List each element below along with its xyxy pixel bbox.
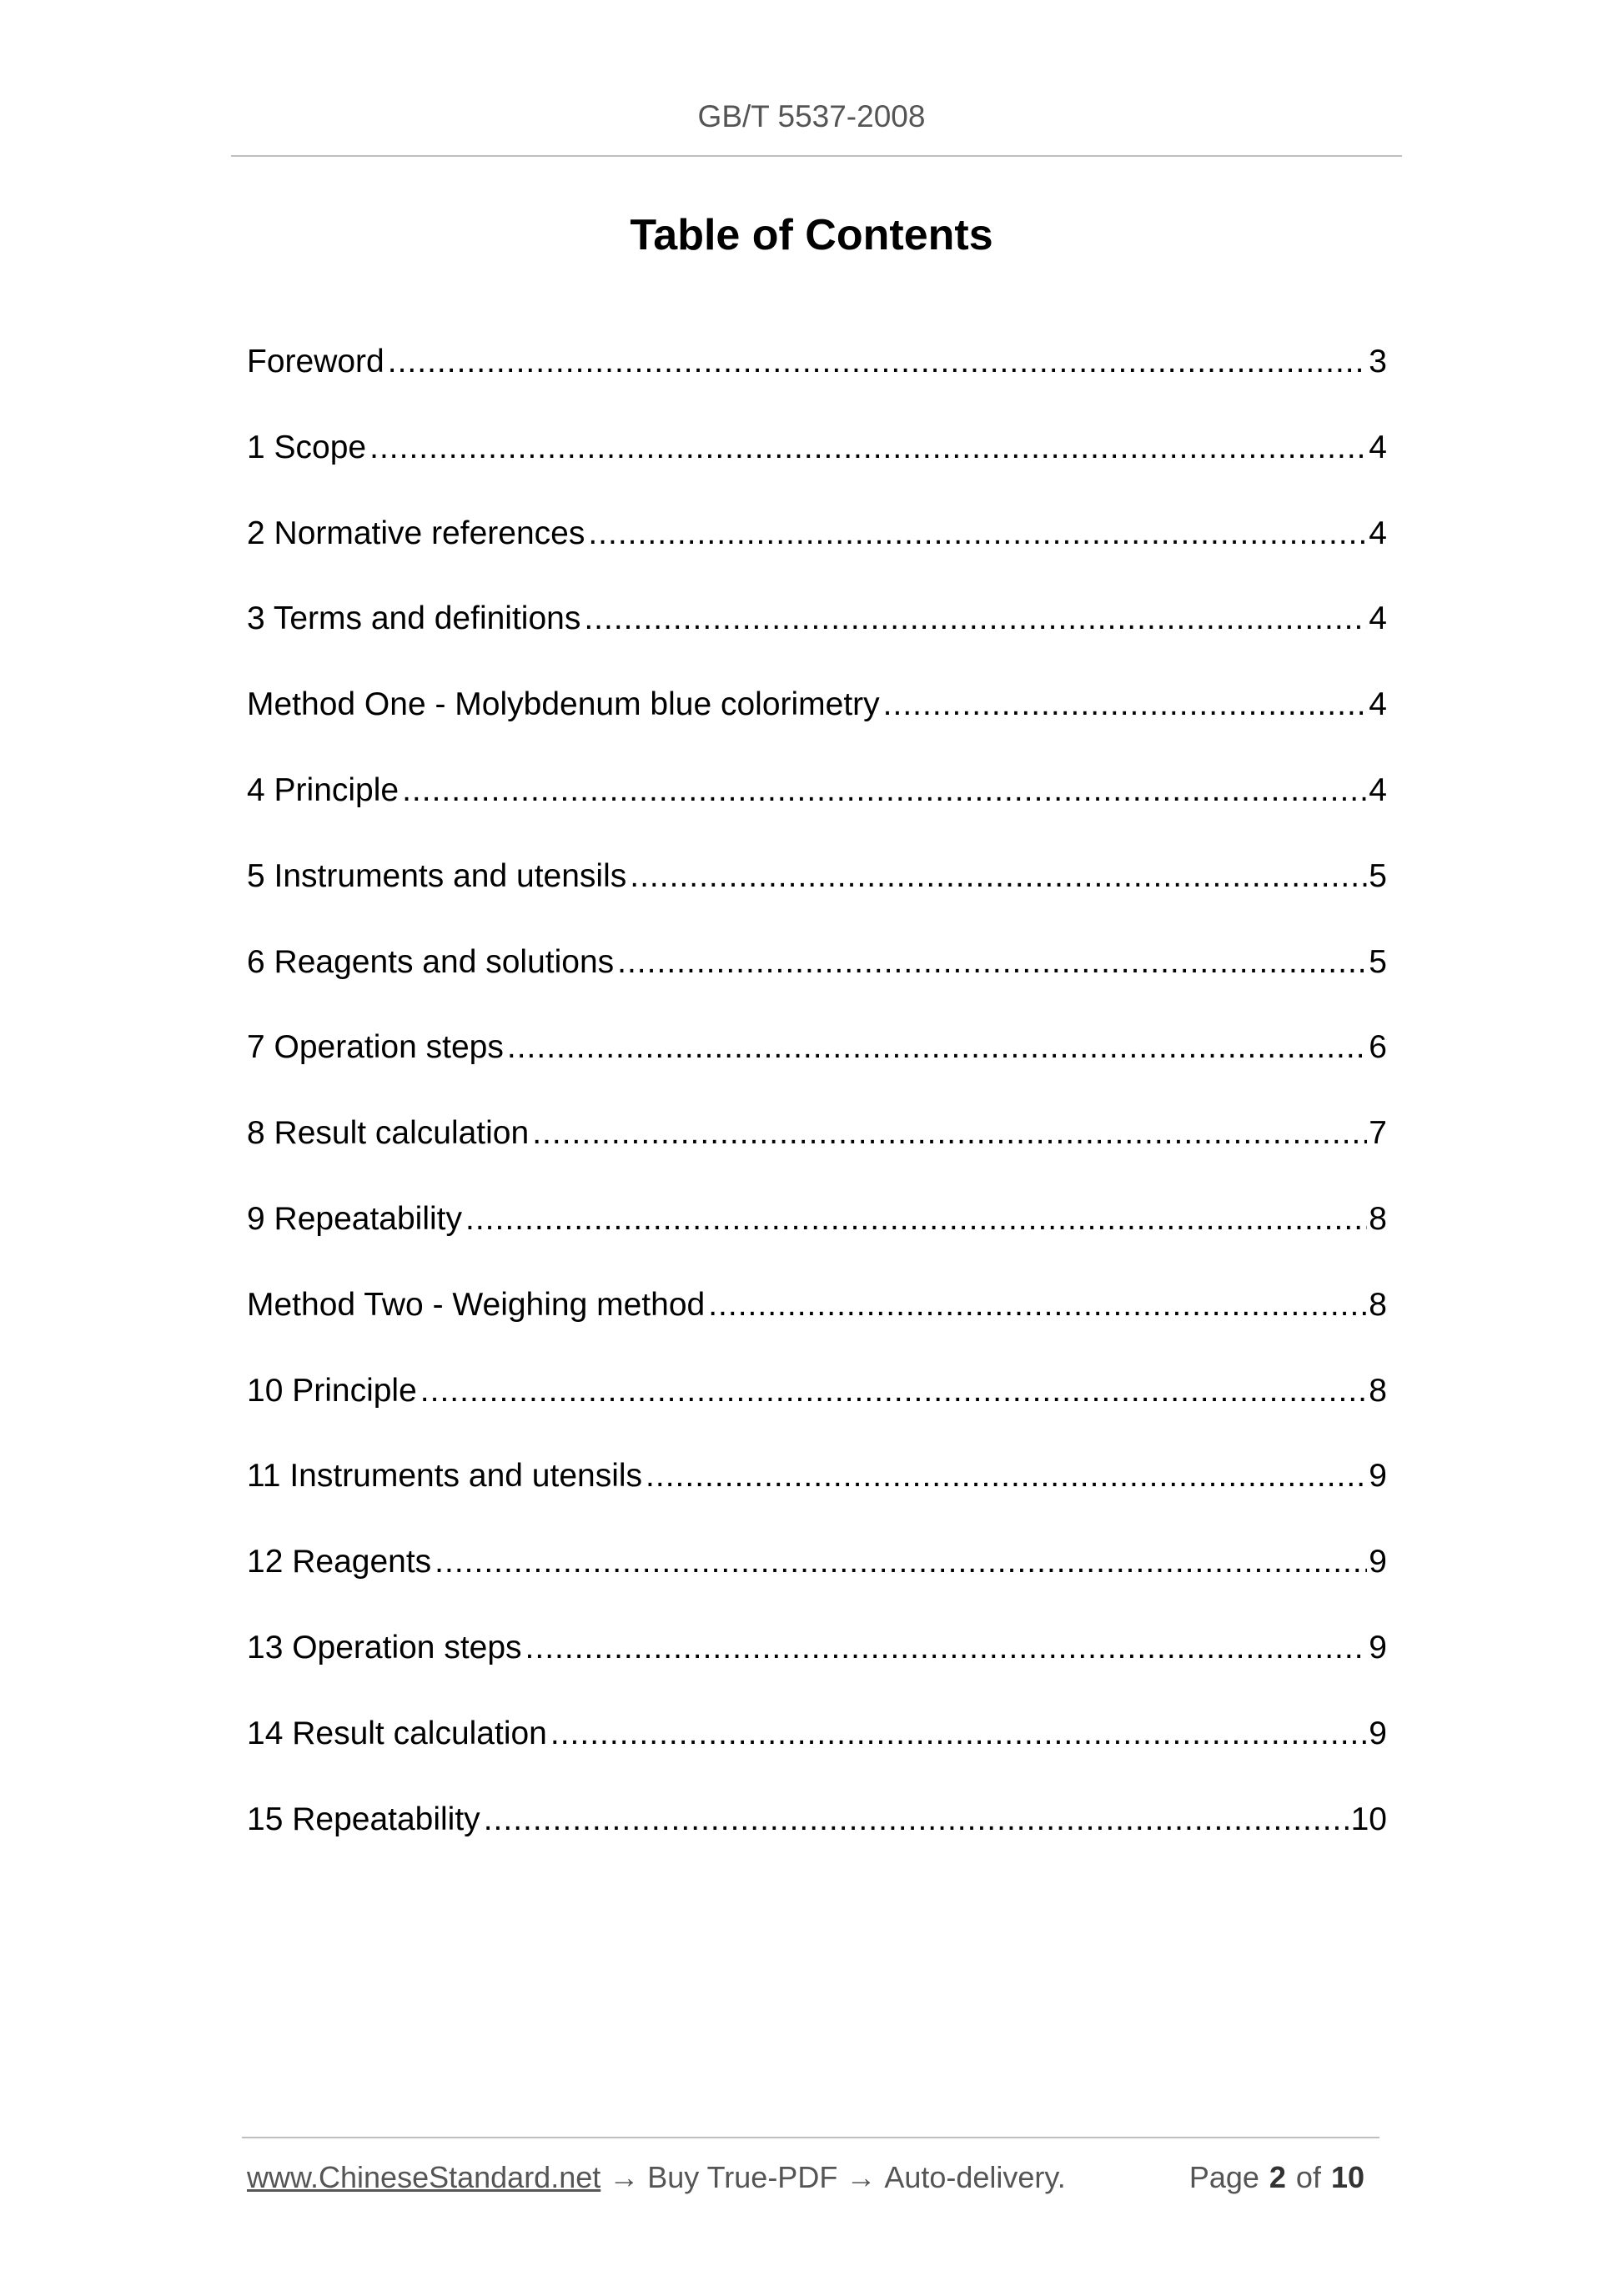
toc-entry[interactable] <box>247 942 1387 1028</box>
toc-leader-dots <box>435 1542 1367 1582</box>
of-word: of <box>1295 2160 1321 2194</box>
toc-entry-label: Method Two - Weighing method <box>247 1286 706 1323</box>
toc-entry[interactable] <box>247 1285 1387 1371</box>
toc-entry[interactable] <box>247 342 1387 428</box>
toc-entry-page: 8 <box>1369 1372 1387 1409</box>
toc-entry-page: 8 <box>1369 1200 1387 1237</box>
toc-entry-label: 9 Repeatability <box>247 1200 462 1237</box>
toc-entry-label: Foreword <box>247 344 384 379</box>
toc-entry[interactable] <box>247 771 1387 857</box>
toc-leader-dots <box>708 1285 1367 1325</box>
toc-entry[interactable] <box>247 1456 1387 1542</box>
toc-entry-page: 6 <box>1369 1029 1387 1066</box>
toc-leader-dots <box>388 342 1368 382</box>
toc-entry-page: 3 <box>1369 344 1387 379</box>
total-pages-number: 10 <box>1330 2160 1364 2194</box>
toc-leader-dots <box>584 599 1367 639</box>
document-code-header: GB/T 5537-2008 <box>697 99 926 133</box>
header-divider <box>231 155 1402 157</box>
toc-entry-label: 5 Instruments and utensils <box>247 857 627 894</box>
toc-entry-label: 11 Instruments and utensils <box>247 1458 643 1495</box>
toc-entry[interactable] <box>247 857 1387 942</box>
toc-entry-page: 4 <box>1369 429 1387 465</box>
toc-leader-dots <box>465 1199 1367 1239</box>
toc-entry-label: 8 Result calculation <box>247 1115 530 1152</box>
auto-delivery-text: Auto-delivery. <box>884 2160 1066 2194</box>
toc-entry-page: 9 <box>1369 1458 1387 1495</box>
toc-title: Table of Contents <box>630 211 993 259</box>
toc-entry-page: 4 <box>1369 515 1387 551</box>
arrow-right-icon: → <box>609 2160 640 2194</box>
page-number <box>1189 2158 1374 2197</box>
toc-leader-dots <box>532 1113 1367 1153</box>
toc-entry[interactable] <box>247 1113 1387 1199</box>
toc-entry-page: 10 <box>1350 1801 1387 1837</box>
toc-entry-label: 7 Operation steps <box>247 1029 504 1066</box>
toc-entry-page: 9 <box>1369 1544 1387 1580</box>
toc-leader-dots <box>646 1456 1367 1496</box>
toc-entry-page: 5 <box>1369 857 1387 894</box>
toc-leader-dots <box>883 685 1368 725</box>
toc-entry-label: 1 Scope <box>247 429 367 465</box>
toc-entry[interactable] <box>247 1714 1387 1800</box>
toc-entry-page: 8 <box>1369 1286 1387 1323</box>
buy-true-pdf-text: Buy True-PDF <box>647 2160 838 2194</box>
toc-entry-label: 2 Normative references <box>247 515 585 551</box>
toc-leader-dots <box>630 857 1367 897</box>
toc-leader-dots <box>484 1800 1349 1840</box>
toc-entry-page: 9 <box>1369 1629 1387 1665</box>
toc-entry[interactable] <box>247 1027 1387 1113</box>
toc-entry-page: 4 <box>1369 686 1387 723</box>
toc-entry[interactable] <box>247 599 1387 685</box>
toc-entry[interactable] <box>247 514 1387 600</box>
toc-entry[interactable] <box>247 685 1387 771</box>
arrow-right-icon: → <box>846 2160 877 2194</box>
toc-entry[interactable] <box>247 1199 1387 1285</box>
toc-leader-dots <box>550 1714 1367 1754</box>
toc-entry[interactable] <box>247 1542 1387 1628</box>
site-link[interactable]: www.ChineseStandard.net <box>247 2160 601 2194</box>
page-footer <box>247 2158 1374 2197</box>
toc-leader-dots <box>525 1628 1368 1668</box>
toc-list <box>247 342 1387 1885</box>
toc-entry-page: 7 <box>1369 1115 1387 1152</box>
toc-leader-dots <box>420 1371 1368 1411</box>
footer-divider <box>242 2137 1379 2138</box>
page-word: Page <box>1188 2160 1259 2194</box>
toc-entry-label: 3 Terms and definitions <box>247 600 581 637</box>
toc-leader-dots <box>617 942 1367 982</box>
toc-entry-label: 13 Operation steps <box>247 1629 522 1665</box>
toc-leader-dots <box>402 771 1367 811</box>
toc-entry-page: 5 <box>1369 943 1387 980</box>
toc-leader-dots <box>588 514 1367 554</box>
toc-entry-page: 4 <box>1369 600 1387 637</box>
toc-entry-page: 4 <box>1369 771 1387 808</box>
toc-entry-label: 4 Principle <box>247 771 399 808</box>
toc-entry[interactable] <box>247 1371 1387 1457</box>
toc-entry[interactable] <box>247 1800 1387 1886</box>
toc-entry[interactable] <box>247 1628 1387 1714</box>
toc-entry[interactable] <box>247 428 1387 514</box>
toc-entry-label: Method One - Molybdenum blue colorimetry <box>247 686 880 723</box>
toc-entry-label: 15 Repeatability <box>247 1801 480 1837</box>
toc-entry-label: 10 Principle <box>247 1372 417 1409</box>
toc-entry-label: 14 Result calculation <box>247 1715 547 1751</box>
toc-entry-page: 9 <box>1369 1715 1387 1751</box>
toc-leader-dots <box>369 428 1367 468</box>
toc-entry-label: 6 Reagents and solutions <box>247 943 615 980</box>
toc-leader-dots <box>507 1027 1367 1068</box>
toc-entry-label: 12 Reagents <box>247 1544 432 1580</box>
current-page-number: 2 <box>1269 2160 1286 2194</box>
